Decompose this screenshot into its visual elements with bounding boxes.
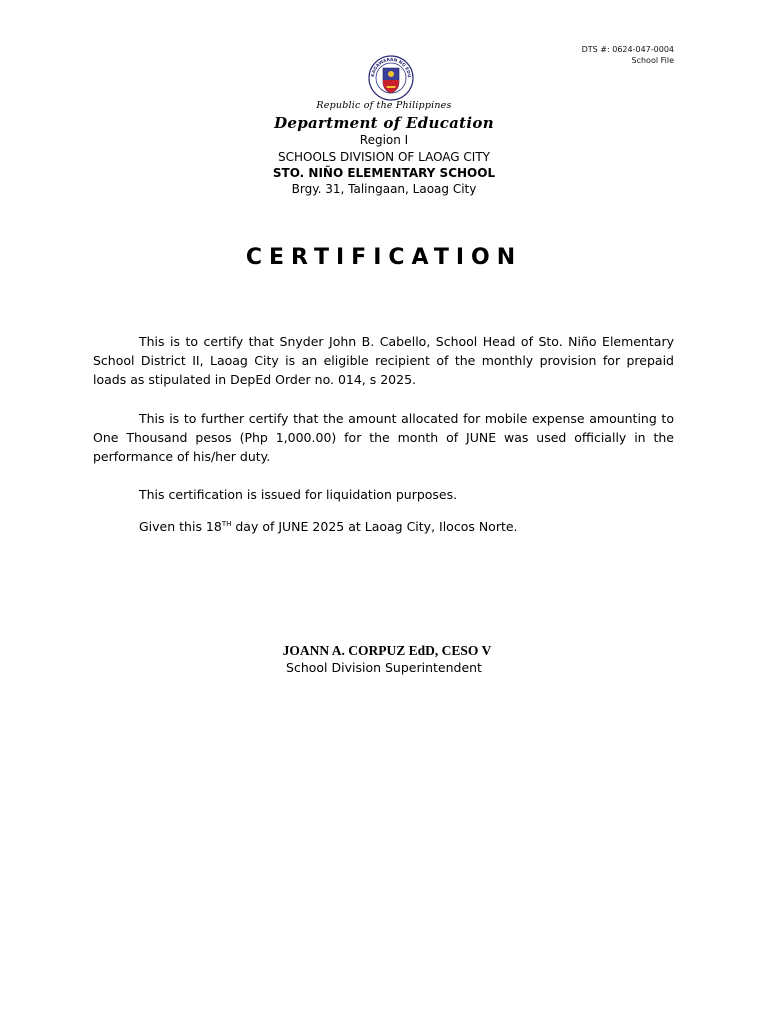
paragraph-text: This is to certify that Snyder John B. Cabello, School Head of Sto. Niño Elementary School District II, Laoag City is an eligible recipient of the monthly provision for prepaid loads as stipulated in DepEd Order no. 014, s 2025. xyxy=(93,334,674,387)
division-line: SCHOOLS DIVISION OF LAOAG CITY xyxy=(278,150,490,164)
paragraph-text: This is to further certify that the amount allocated for mobile expense amounting to One Thousand pesos (Php 1,000.00) for the month of JUNE was used officially in the performance of his/her duty. xyxy=(93,411,674,464)
body-paragraph-4 xyxy=(93,515,674,536)
paragraph-text: This certification is issued for liquidation purposes. xyxy=(139,487,458,502)
seal-text: KAGAWARAN NG EDU xyxy=(370,57,412,78)
body-paragraph-2 xyxy=(93,409,674,466)
document-meta xyxy=(582,44,674,66)
date-text-start: Given this 18 xyxy=(139,519,222,535)
date-text-end: day of JUNE 2025 at Laoag City, Ilocos Norte. xyxy=(231,519,518,535)
republic-line: Republic of the Philippines xyxy=(316,100,452,111)
dts-number: DTS #: 0624-047-0004 xyxy=(581,45,674,54)
region-line: Region I xyxy=(359,133,409,147)
file-label: School File xyxy=(631,56,674,65)
body-paragraph-1 xyxy=(93,332,674,389)
signatory-name: JOANN A. CORPUZ EdD, CESO V xyxy=(282,643,492,658)
body-paragraph-3 xyxy=(93,485,674,504)
signatory-position: School Division Superintendent xyxy=(286,660,482,675)
ordinal-suffix: TH xyxy=(221,520,232,528)
deped-seal-icon xyxy=(362,55,420,101)
date-line xyxy=(93,515,674,536)
certificate-title: CERTIFICATION xyxy=(245,245,523,270)
school-name: STO. NIÑO ELEMENTARY SCHOOL xyxy=(272,166,496,180)
department-name: Department of Education xyxy=(274,114,494,132)
school-address: Brgy. 31, Talingaan, Laoag City xyxy=(291,182,477,196)
